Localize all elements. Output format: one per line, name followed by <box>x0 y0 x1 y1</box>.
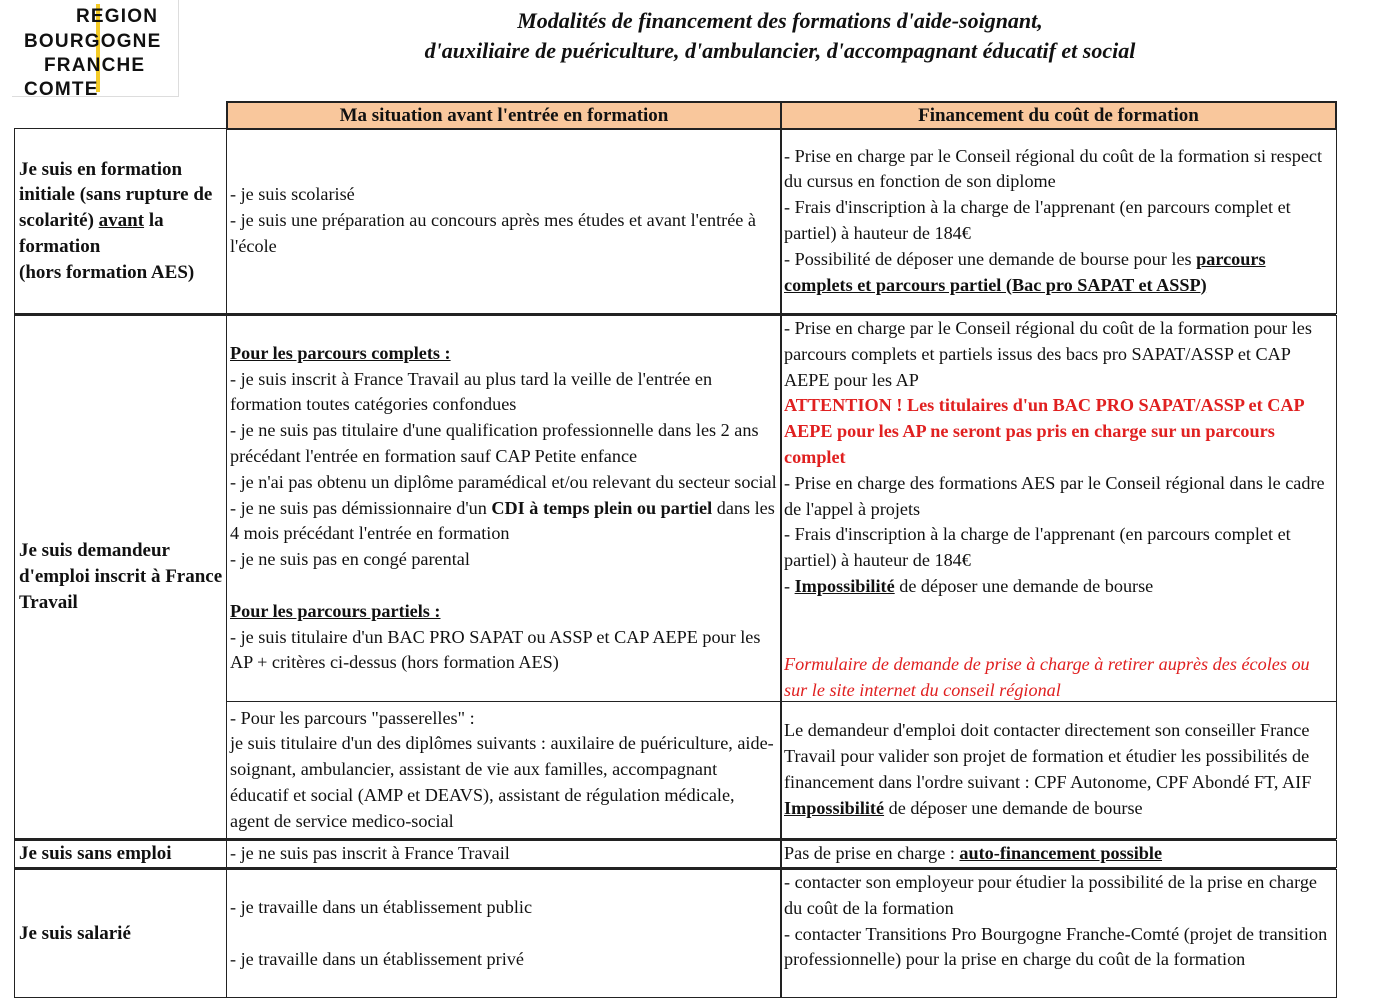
row2-formulaire: Formulaire de demande de prise à charge à retirer auprès des écoles ou sur le site internet du conseil régional <box>784 653 1310 700</box>
row1-fin-2: - Frais d'inscription à la charge de l'apprenant (en parcours complet et partiel) à hauteur de 184€ <box>784 197 1291 243</box>
row1-label-part3: (hors formation AES) <box>19 261 195 283</box>
row3-situation-text: - je ne suis pas inscrit à France Travail <box>230 843 510 864</box>
row1-fin-3b: parcours complets et parcours partiel (Bac pro SAPAT et ASSP) <box>784 248 1266 295</box>
complets-line-conge: - je ne suis pas en congé parental <box>230 549 470 570</box>
row3-label <box>14 840 227 868</box>
row2-fin-4 <box>784 574 1333 600</box>
pass-fin-2 <box>784 796 1333 822</box>
cdi-b: CDI à temps plein ou partiel <box>491 497 713 518</box>
row3-label-text: Je suis sans emploi <box>19 843 172 865</box>
row2-label-text: Je suis demandeur d'emploi inscrit à France Travail <box>19 540 223 613</box>
row2-fin-4c: de déposer une demande de bourse <box>894 575 1154 596</box>
row4-fin-1: - contacter son employeur pour étudier la possibilité de la prise en charge du coût de la formation <box>784 872 1317 918</box>
row3-fin <box>784 841 1333 867</box>
row4-financement <box>780 869 1337 998</box>
row1-fin-3a: - Possibilité de déposer une demande de bourse pour les <box>784 248 1197 269</box>
row2-fin-2: - Prise en charge des formations AES par le Conseil régional dans le cadre de l'appel à projets <box>784 472 1325 519</box>
spacer <box>230 573 778 599</box>
logo-line-3: FRANCHE <box>44 55 146 76</box>
logo-line-4: COMTE <box>24 79 99 100</box>
title-line-2: d'auxiliaire de puériculture, d'ambulancier, d'accompagnant éducatif et social <box>424 38 1136 63</box>
row2-situation-complets-partiels <box>226 315 782 702</box>
row4-label <box>14 869 227 998</box>
spacer <box>784 600 1333 626</box>
row3-financement <box>780 840 1337 868</box>
pass-fin-2a: Impossibilité <box>784 797 885 818</box>
partiels-line: - je suis titulaire d'un BAC PRO SAPAT ou ASSP et CAP AEPE pour les AP + critères ci-dessus (hors formation AES) <box>230 626 761 673</box>
passerelles-title: - Pour les parcours "passerelles" : <box>230 707 475 728</box>
region-logo <box>12 0 179 100</box>
cdi-a: - je ne suis pas démissionnaire d'un <box>230 497 492 518</box>
row1-label <box>14 128 227 314</box>
row4-prive: - je travaille dans un établissement privé <box>230 948 524 969</box>
row3-fin-b: auto-financement possible <box>959 843 1163 864</box>
document-title <box>300 6 1260 66</box>
logo-line-2: BOURGOGNE <box>24 31 162 52</box>
row2-fin-3: - Frais d'inscription à la charge de l'apprenant (en parcours complet et partiel) à hauteur de 184€ <box>784 524 1291 571</box>
row1-label-underlined: avant <box>98 210 145 232</box>
row2-financement <box>780 315 1337 702</box>
spacer <box>230 921 778 947</box>
row4-label-text: Je suis salarié <box>19 922 131 944</box>
row3-situation <box>226 840 782 868</box>
row2-financement-passerelles <box>780 701 1337 839</box>
complets-title: Pour les parcours complets : <box>230 342 451 363</box>
complets-line-3: - je n'ai pas obtenu un diplôme paramédical et/ou relevant du secteur social <box>230 471 777 492</box>
row4-fin-2: - contacter Transitions Pro Bourgogne Franche-Comté (projet de transition professionnelle) pour la prise en charge du coût de la formation <box>784 923 1328 970</box>
row1-fin-3 <box>784 247 1333 299</box>
row2-situation-passerelles <box>226 701 782 839</box>
pass-fin-2b: de déposer une demande de bourse <box>884 797 1143 818</box>
complets-line-1: - je suis inscrit à France Travail au plus tard la veille de l'entrée en formation toutes catégories confondues <box>230 368 713 415</box>
logo-line-1: REGION <box>76 6 159 27</box>
row1-label-part2: la formation <box>19 210 164 257</box>
row3-fin-a: Pas de prise en charge : <box>784 843 960 864</box>
complets-line-cdi <box>230 496 778 548</box>
row1-situation <box>226 128 782 314</box>
pass-fin-1: Le demandeur d'emploi doit contacter directement son conseiller France Travail pour valider son projet de formation et étudier les possibilités de financement dans l'ordre suivant : CPF Autonome, CPF Abondé FT, AIF <box>784 720 1312 792</box>
header-situation: Ma situation avant l'entrée en formation <box>226 101 782 130</box>
row1-fin-1: - Prise en charge par le Conseil régional du coût de la formation si respect du cursus en fonction de son diplome <box>784 145 1323 192</box>
partiels-title: Pour les parcours partiels : <box>230 600 441 621</box>
header-financement: Financement du coût de formation <box>780 101 1337 130</box>
row2-label <box>14 315 227 839</box>
spacer <box>784 626 1333 652</box>
row2-fin-1: - Prise en charge par le Conseil régional du coût de la formation pour les parcours complets et partiels issus des bacs pro SAPAT/ASSP et CAP AEPE pour les AP <box>784 318 1312 390</box>
row1-situation-line-2: - je suis une préparation au concours après mes études et avant l'entrée à l'école <box>230 210 756 256</box>
row2-attention: ATTENTION ! Les titulaires d'un BAC PRO SAPAT/ASSP et CAP AEPE pour les AP ne seront pas pris en charge sur un parcours complet <box>784 395 1304 467</box>
row1-label-part1: Je suis en formation initiale (sans rupture de scolarité) <box>19 158 213 232</box>
row4-situation <box>226 869 782 998</box>
row2-fin-4a: - <box>784 575 795 596</box>
passerelles-line: je suis titulaire d'un des diplômes suivants : auxilaire de puériculture, aide-soignant, ambulancier, assistant de vie aux familles, accompagnant éducatif et social (AMP et DEAVS), assistant de régulation médicale, agent de service medico-social <box>230 733 774 831</box>
cdi-c: dans les 4 mois précédant l'entrée en formation <box>230 497 775 544</box>
row2-fin-4b: Impossibilité <box>794 575 895 596</box>
row1-situation-line-1: - je suis scolarisé <box>230 184 355 205</box>
complets-line-2: - je ne suis pas titulaire d'une qualification professionnelle dans les 2 ans précédant l'entrée en formation sauf CAP Petite enfance <box>230 420 759 466</box>
title-line-1: Modalités de financement des formations d'aide-soignant, <box>517 8 1043 33</box>
row4-public: - je travaille dans un établissement public <box>230 896 533 917</box>
row1-financement <box>780 128 1337 314</box>
